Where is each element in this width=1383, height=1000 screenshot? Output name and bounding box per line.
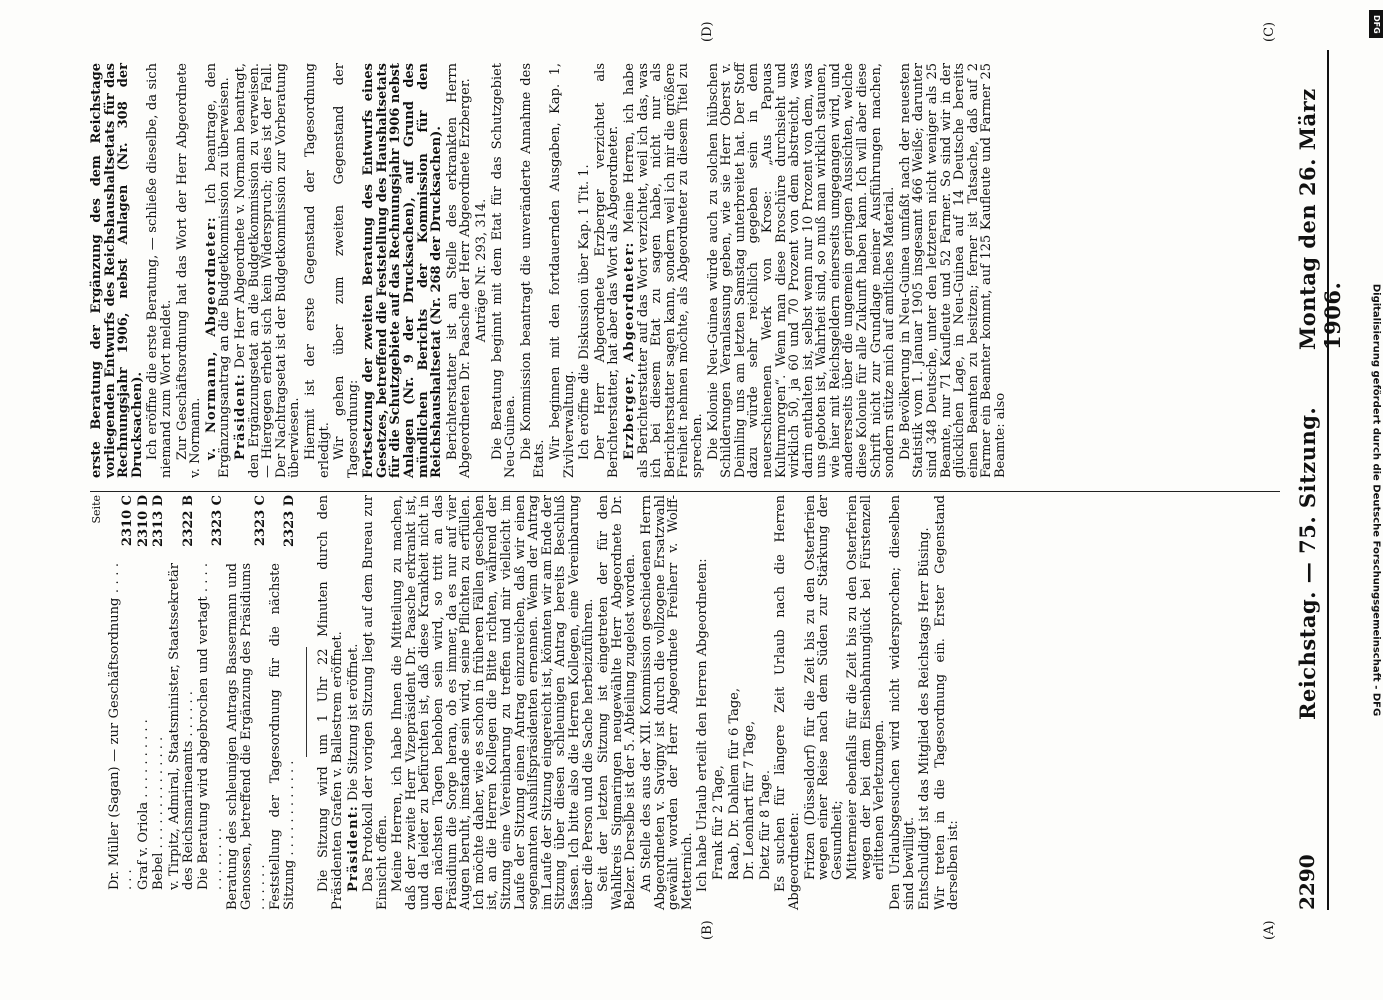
margin-marker-b: (B) <box>700 920 715 940</box>
paragraph: Es suchen für längere Zeit Urlaub nach die Herren Abgeordneten: <box>773 495 802 910</box>
paragraph: Wir beginnen mit den fortdauernden Ausgaben, Kap. 1, Zivilverwaltung. <box>548 63 577 478</box>
caption-text: Digitalisierung gefördert durch die Deutsche Forschungsgemeinschaft - DFG <box>1370 283 1382 717</box>
left-column <box>90 495 1280 910</box>
paragraph: Hiermit ist der erste Gegenstand der Tagesordnung erledigt. <box>302 63 332 478</box>
speaker-name: v. Normann, Abgeordneter: <box>203 216 219 460</box>
toc-entry-label: v. Tirpitz, Admiral, Staatsminister, Staatssekretär des Reichsmarineamts . . . . . . <box>166 563 196 890</box>
paragraph: Die Kommission beantragt die unveränderte Annahme des Etats. <box>518 63 548 478</box>
toc-entry-label: Die Beratung wird abgebrochen und vertagt . . . . . . . . . . . . <box>196 563 225 890</box>
toc-entry-page: 2323 C <box>252 495 268 547</box>
paragraph: Der Herr Abgeordnete Erzberger verzichtet als Berichterstatter, hat aber das Wort als Abgeordneter. <box>592 63 622 478</box>
list-line: Dietz für 8 Tage. <box>757 770 773 880</box>
toc-entry-page: 2310 D <box>135 495 151 547</box>
column-divider <box>90 491 1280 492</box>
paragraph: An Stelle des aus der XII. Kommission geschiedenen Herrn Abgeordneten v. Savigny ist durch die vollzogene Ersatzwahl gewählt worden der Herr Abgeordnete Freiherr v. Wolff-Metternich. <box>638 495 695 910</box>
speaker-name: Präsident: <box>232 373 248 460</box>
paragraph: Das Protokoll der vorigen Sitzung liegt auf dem Bureau zur Einsicht offen. <box>361 495 390 910</box>
toc-entry-label: Bebel . . . . . . . . . . . . . . <box>151 736 167 890</box>
paragraph: Wir treten in die Tagesordnung ein. Erster Gegenstand derselben ist: <box>932 495 962 910</box>
toc-entry <box>197 495 224 910</box>
paragraph: Ich eröffne die Diskussion über Kap. 1 Tit. 1. <box>577 164 593 460</box>
motions-line: Anträge Nr. 293, 314. <box>474 198 490 343</box>
speaker-name: Erzberger, Abgeordneter: <box>621 241 637 460</box>
toc-entry-label: Dr. Müller (Sagan) — zur Geschäftsordnung . . . . . . . <box>106 563 136 890</box>
speaker-paragraph: Präsident: Die Sitzung ist eröffnet. <box>345 643 361 892</box>
toc-entry-page: 2323 C <box>209 495 225 547</box>
right-column <box>90 63 1280 478</box>
paragraph: Die Sitzung wird um 1 Uhr 22 Minuten durch den Präsidenten Grafen v. Ballestrem eröffnet. <box>316 495 345 910</box>
toc-entry <box>137 495 151 910</box>
dfg-logo: DFG <box>1369 10 1383 38</box>
digitization-caption <box>1366 0 1383 1000</box>
toc-entry-label: Graf v. Oriola . . . . . . . . . . <box>135 719 151 890</box>
toc-entry-page: 2313 D <box>151 495 167 547</box>
margin-marker-c: (C) <box>1262 21 1277 42</box>
page-title: Reichstag. — 75. Sitzung. <box>1295 406 1320 720</box>
table-of-contents <box>108 495 297 910</box>
toc-entry-page: 2322 B <box>180 495 196 547</box>
list-line: Dr. Leonhart für 7 Tage, <box>742 720 758 880</box>
speaker-paragraph: Präsident: Der Herr Abgeordnete v. Normann beantragt, den Ergänzungsetat an die Budgetkommission zu verweisen. — Hiergegen erhebt sich kein Widerspruch; dies ist der Fall. Der Nachtragsetat ist der Budgetkommission zur Vorberatung überwiesen. <box>232 63 303 478</box>
list-line: Raab, Dr. Dahlem für 6 Tage, <box>726 688 742 880</box>
toc-entry-page: 2323 D <box>281 495 297 547</box>
margin-marker-d: (D) <box>700 21 715 42</box>
speaker-paragraph: v. Normann, Abgeordneter: Ich beantrage, den Ergänzungsantrag an die Budgetkommission zu überweisen. <box>203 63 233 478</box>
paragraph: Die Beratung beginnt mit dem Etat für das Schutzgebiet Neu-Guinea. <box>489 63 519 478</box>
list-line: Fritzen (Düsseldorf) für die Zeit bis zu den Osterferien wegen einer Reise nach dem Süden zur Stärkung der Gesundheit; <box>802 495 845 880</box>
agenda-item: Fortsetzung der zweiten Beratung des Entwurfs eines Gesetzes, betreffend die Feststellung des Haushaltsetats für die Schutzgebiete auf das Rechnungsjahr 1906 nebst Anlagen (Nr. 9 der Drucksachen), auf Grund des mündlichen Berichts der Kommission für den Reichshaushaltsetat (Nr. 268 der Drucksachen). <box>361 63 445 478</box>
left-body-text <box>317 495 961 910</box>
paragraph: Zur Geschäftsordnung hat das Wort der Herr Abgeordnete v. Normann. <box>174 63 204 478</box>
toc-entry <box>168 495 195 910</box>
toc-entry <box>108 495 135 910</box>
paragraph: Wir gehen über zum zweiten Gegenstand der Tagesordnung: <box>332 63 361 478</box>
right-body-text <box>90 63 1008 478</box>
margin-marker-a: (A) <box>1262 920 1277 940</box>
session-date: Montag den 26. März 1906. <box>1295 88 1345 350</box>
paragraph: Ich eröffne die erste Beratung, — schließe dieselbe, da sich niemand zum Wort meldet. <box>145 63 174 478</box>
paragraph: Die Kolonie Neu-Guinea würde auch zu solchen hübschen Schilderungen Veranlassung geben, wie sie Herr Oberst v. Deimling uns am letzten Samstag unterbreitet hat. Der Stoff dazu würde sehr reichlich gegeben sein in dem neuerschienenen Werk von Krose: „Aus Papuas Kulturmorgen“. Wenn man diese Broschüre durchsieht und wirklich 50, ja 60 und 70 Prozent von dem abstreicht, was darin enthalten ist, selbst wenn nur 10 Prozent von dem, was uns geboten ist, Wahrheit sind, so muß man wirklich staunen, wie hier mit Reichsgeldern einerseits umgegangen wird, und andererseits über die ungemein geringen Aussichten, welche diese Kolonie für alle Zukunft haben kann. Ich will aber diese Schrift nicht zur Grundlage meiner Ausführungen machen, sondern stütze mich auf amtliches Material. <box>705 63 898 478</box>
toc-page-heading: Seite <box>90 495 103 524</box>
toc-entry-page: 2310 C <box>120 495 136 547</box>
paragraph: Die Bevölkerung in Neu-Guinea umfaßt nach der neuesten Statistik vom 1. Januar 1905 insgesamt 466 Weiße; darunter sind 348 Deutsche, unter den letzteren nicht weniger als 25 Beamte, nur 71 Kaufleute und 52 Farmer. So sind wir in der glücklichen Lage, in Neu-Guinea auf 14 Deutsche bereits einen Beamten zu besitzen; ferner ist Tatsache, daß auf 2 Farmer ein Beamter kommt, auf 125 Kaufleute und Farmer 25 Beamte: also <box>897 63 1008 478</box>
list-line: Mittermeier ebenfalls für die Zeit bis zu den Osterferien wegen der bei dem Eisenbahnunglück bei Fürstenzell erlittenen Verletzungen. <box>845 495 888 880</box>
paragraph: Den Urlaubsgesuchen wird nicht widersprochen; dieselben sind bewilligt. <box>888 495 917 910</box>
speaker-name: Präsident: <box>345 805 361 892</box>
list-line: Frank für 2 Tage, <box>710 765 726 880</box>
paragraph: Seit der letzten Sitzung ist eingetreten der für den Wahlkreis Sigmaringen neugewählte Herr Abgeordnete Dr. Belzer. Derselbe ist der 5. Abteilung zugelost worden. <box>596 495 639 910</box>
agenda-item: erste Beratung der Ergänzung des dem Reichstage vorliegenden Entwurfs des Reichshaushaltsetats für das Rechnungsjahr 1906, nebst Anlagen (Nr. 308 der Drucksachen). <box>89 63 145 478</box>
paragraph: Berichterstatter ist an Stelle des erkrankten Herrn Abgeordneten Dr. Paasche der Herr Abgeordnete Erzberger. <box>444 63 474 478</box>
toc-entry <box>226 495 267 910</box>
paragraph: Entschuldigt ist das Mitglied des Reichstags Herr Büsing. <box>917 527 933 910</box>
paragraph: Meine Herren, ich habe Ihnen die Mitteilung zu machen, daß der zweite Herr Vizepräsident Dr. Paasche erkrankt ist, und da leider zu befürchten ist, daß diese Krankheit nicht in den nächsten Tagen behoben sein wird, so tritt an das Präsidium die Sorge heran, ob es immer, da es nur auf vier Augen beruht, imstande sein wird, seine Pflichten zu erfüllen. Ich möchte daher, wie es schon in früheren Fällen geschehen ist, an die Herren Kollegen die Bitte richten, während der Sitzung eine Vereinbarung zu treffen und mir vielleicht im Laufe der Sitzung einen Antrag einzureichen, daß wir einen sogenannten Aushilfspräsidenten ernennen. Wenn der Antrag im Laufe der Sitzung eingereicht ist, könnten wir am Ende der Sitzung über diesen schleunigen Antrag bereits Beschluß fassen. Ich bitte also die Herren Kollegen, eine Vereinbarung über die Person und die Sache herbeizuführen. <box>390 495 596 910</box>
section-separator <box>306 648 307 758</box>
page-header <box>1287 50 1345 910</box>
paragraph: Ich habe Urlaub erteilt den Herren Abgeordneten: <box>695 558 711 892</box>
page-number: 2290 <box>1295 854 1319 910</box>
toc-entry <box>152 495 166 910</box>
toc-entry-label: Beratung des schleunigen Antrags Bassermann und Genossen, betreffend die Ergänzung des Präsidiums . . . . . . <box>225 563 268 910</box>
toc-entry-label: Feststellung der Tagesordnung für die nächste Sitzung . . . . . . . . . . . . <box>268 563 297 910</box>
toc-entry <box>269 495 296 910</box>
speaker-paragraph: Erzberger, Abgeordneter: Meine Herren, ich habe als Berichterstatter auf das Wort verzichtet, weil ich das, was ich bei diesem Etat zu sagen habe, nicht nur als Berichterstatter sagen kann, sondern weil ich mir die größere Freiheit nehmen möchte, als Abgeordneter zu diesem Titel zu sprechen. <box>621 63 705 478</box>
